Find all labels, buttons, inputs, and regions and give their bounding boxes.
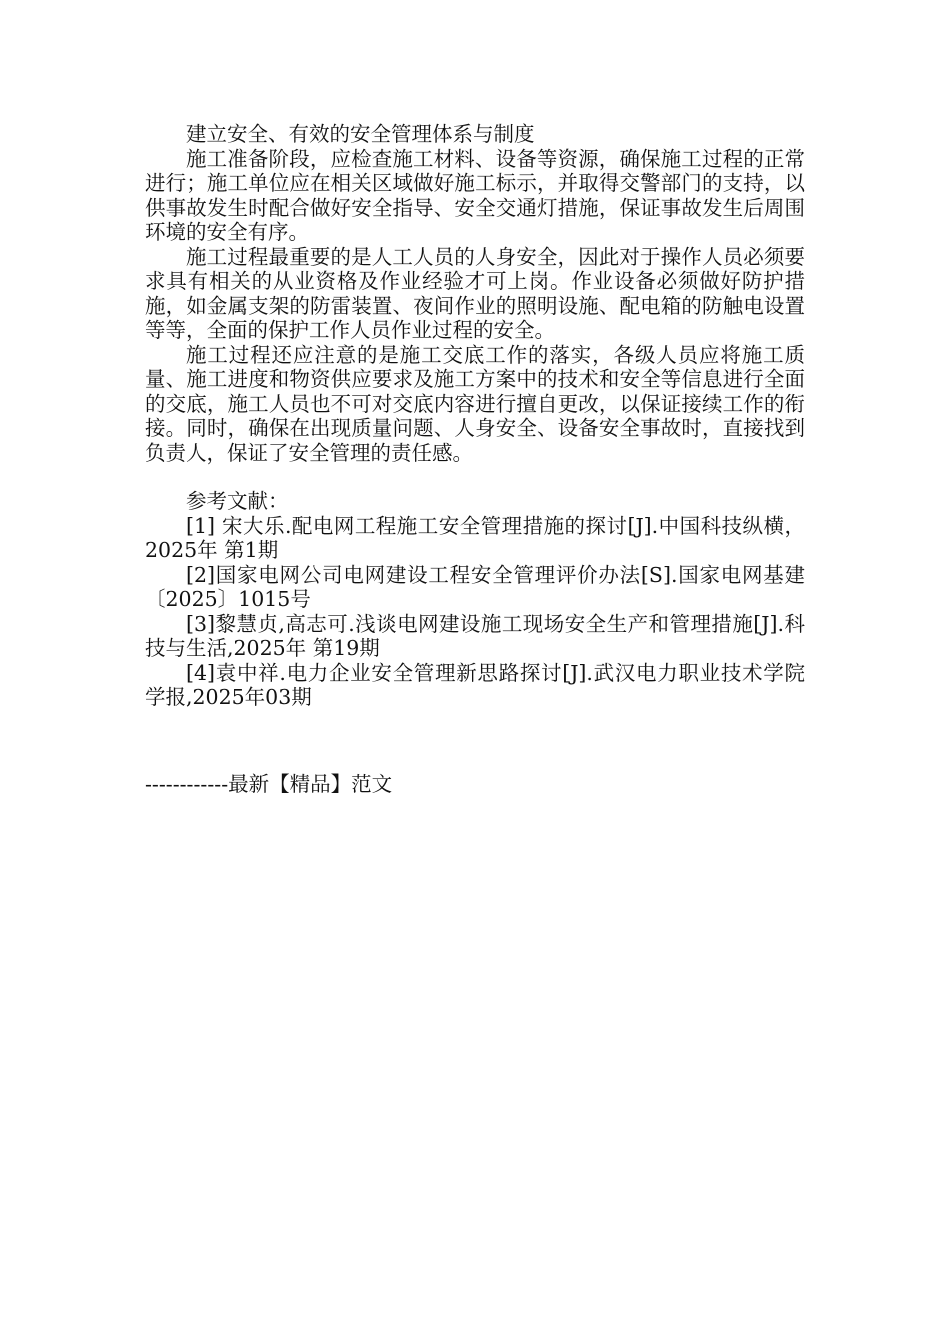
footer-text: ------------最新【精品】范文 bbox=[145, 772, 393, 796]
references-title: 参考文献： bbox=[186, 489, 289, 513]
document-body bbox=[145, 122, 805, 710]
paragraph-handover: 施工过程还应注意的是施工交底工作的落实，各级人员应将施工质量、施工进度和物资供应要求及施工方案中的技术和安全等信息进行全面的交底，施工人员也不可对交底内容进行擅自更改，以保证接续工作的衔接。同时，确保在出现质量问题、人身安全、设备安全事故时，直接找到负责人，保证了安全管理的责任感。 bbox=[145, 342, 805, 465]
reference-item-4: [4]袁中祥.电力企业安全管理新思路探讨[J].武汉电力职业技术学院学报,2025年03期 bbox=[145, 660, 805, 709]
reference-item-2: [2]国家电网公司电网建设工程安全管理评价办法[S].国家电网基建〔2025〕1015号 bbox=[145, 562, 805, 611]
reference-item-1: [1] 宋大乐.配电网工程施工安全管理措施的探讨[J].中国科技纵横，2025年 第1期 bbox=[145, 513, 805, 562]
paragraph-personnel-safety: 施工过程最重要的是人工人员的人身安全，因此对于操作人员必须要求具有相关的从业资格及作业经验才可上岗。作业设备必须做好防护措施，如金属支架的防雷装置、夜间作业的照明设施、配电箱的防触电设置等等，全面的保护工作人员作业过程的安全。 bbox=[145, 244, 805, 342]
reference-item-3: [3]黎慧贞,高志可.浅谈电网建设施工现场安全生产和管理措施[J].科技与生活,2025年 第19期 bbox=[145, 611, 805, 660]
section-heading: 建立安全、有效的安全管理体系与制度 bbox=[186, 122, 535, 146]
spacer bbox=[145, 465, 805, 489]
paragraph-preparation: 施工准备阶段，应检查施工材料、设备等资源，确保施工过程的正常进行；施工单位应在相关区域做好施工标示，并取得交警部门的支持，以供事故发生时配合做好安全指导、安全交通灯措施，保证事故发生后周围环境的安全有序。 bbox=[145, 146, 805, 244]
